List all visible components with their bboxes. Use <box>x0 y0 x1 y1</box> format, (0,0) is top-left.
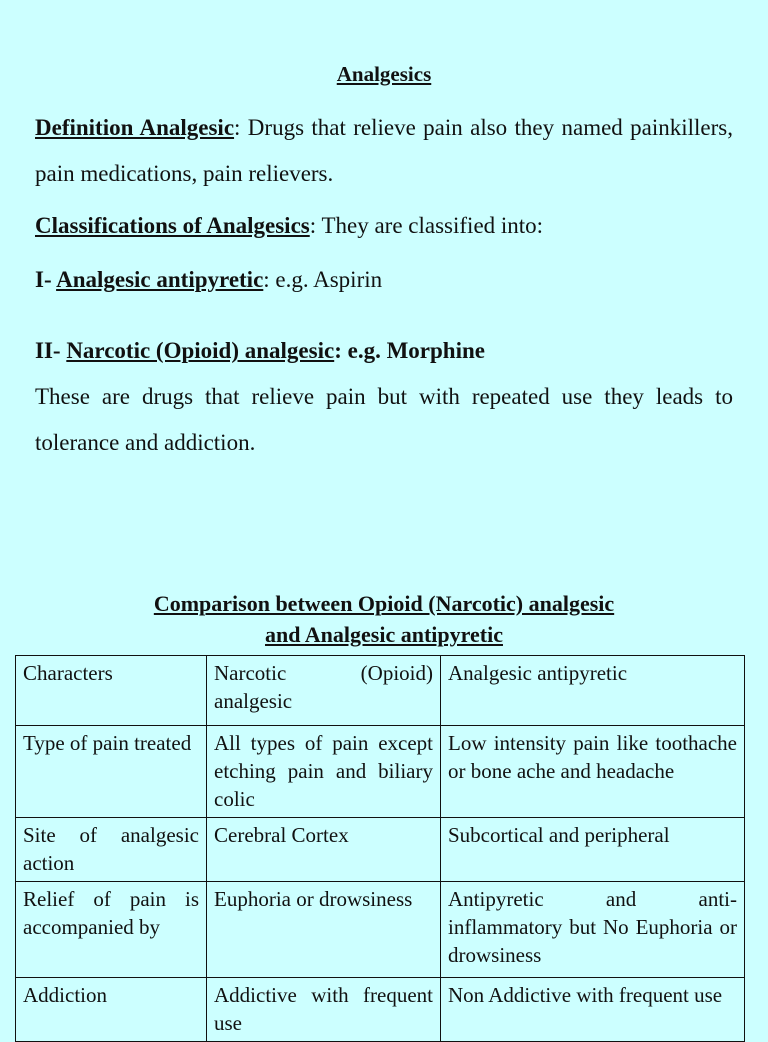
table-row <box>16 818 745 882</box>
table-row <box>16 882 745 978</box>
definition-text: : Drugs that relieve pain also they named painkillers, pain medications, pain relievers. <box>35 115 734 186</box>
narcotic-cell: Narcotic (Opioid) analgesic <box>207 656 441 726</box>
comparison-table-body <box>16 656 745 1042</box>
class-2-term: Narcotic (Opioid) analgesic <box>66 338 335 363</box>
class-1-paragraph <box>35 257 733 303</box>
classifications-term: Classifications of Analgesics <box>35 213 310 238</box>
antipyretic-cell: Analgesic antipyretic <box>441 656 745 726</box>
narcotic-cell: Addictive with frequent use <box>207 978 441 1042</box>
antipyretic-cell: Antipyretic and anti-inflammatory but No Euphoria or drowsiness <box>441 882 745 978</box>
table-row <box>16 978 745 1042</box>
class-2-note: These are drugs that relieve pain but with repeated use they leads to tolerance and addiction. <box>35 384 733 455</box>
comparison-title-line-1: Comparison between Opioid (Narcotic) analgesic <box>153 591 615 616</box>
definition-term: Definition Analgesic <box>35 115 235 140</box>
antipyretic-cell: Non Addictive with frequent use <box>441 978 745 1042</box>
characteristic-cell: Site of analgesic action <box>16 818 207 882</box>
table-header-row <box>16 656 745 726</box>
class-2-text: : e.g. Morphine <box>334 338 485 363</box>
classifications-text: : They are classified into: <box>309 213 544 238</box>
narcotic-cell: Euphoria or drowsiness <box>207 882 441 978</box>
table-row <box>16 726 745 818</box>
comparison-title <box>0 588 768 650</box>
comparison-table <box>15 655 745 1042</box>
class-1-text: : e.g. Aspirin <box>263 267 383 292</box>
antipyretic-cell: Subcortical and peripheral <box>441 818 745 882</box>
antipyretic-cell: Low intensity pain like toothache or bone ache and headache <box>441 726 745 818</box>
class-2-prefix: II- <box>35 338 67 363</box>
narcotic-cell: Cerebral Cortex <box>207 818 441 882</box>
class-2-paragraph <box>35 328 733 374</box>
characteristic-cell: Relief of pain is accompanied by <box>16 882 207 978</box>
characteristic-cell: Characters <box>16 656 207 726</box>
classifications-paragraph <box>35 203 733 249</box>
document-title: Analgesics <box>336 62 432 86</box>
definition-paragraph <box>35 105 733 197</box>
characteristic-cell: Type of pain treated <box>16 726 207 818</box>
comparison-title-line-2: and Analgesic antipyretic <box>265 622 503 647</box>
characteristic-cell: Addiction <box>16 978 207 1042</box>
narcotic-cell: All types of pain except etching pain and biliary colic <box>207 726 441 818</box>
class-1-term: Analgesic antipyretic <box>56 267 264 292</box>
class-1-prefix: I- <box>35 267 57 292</box>
